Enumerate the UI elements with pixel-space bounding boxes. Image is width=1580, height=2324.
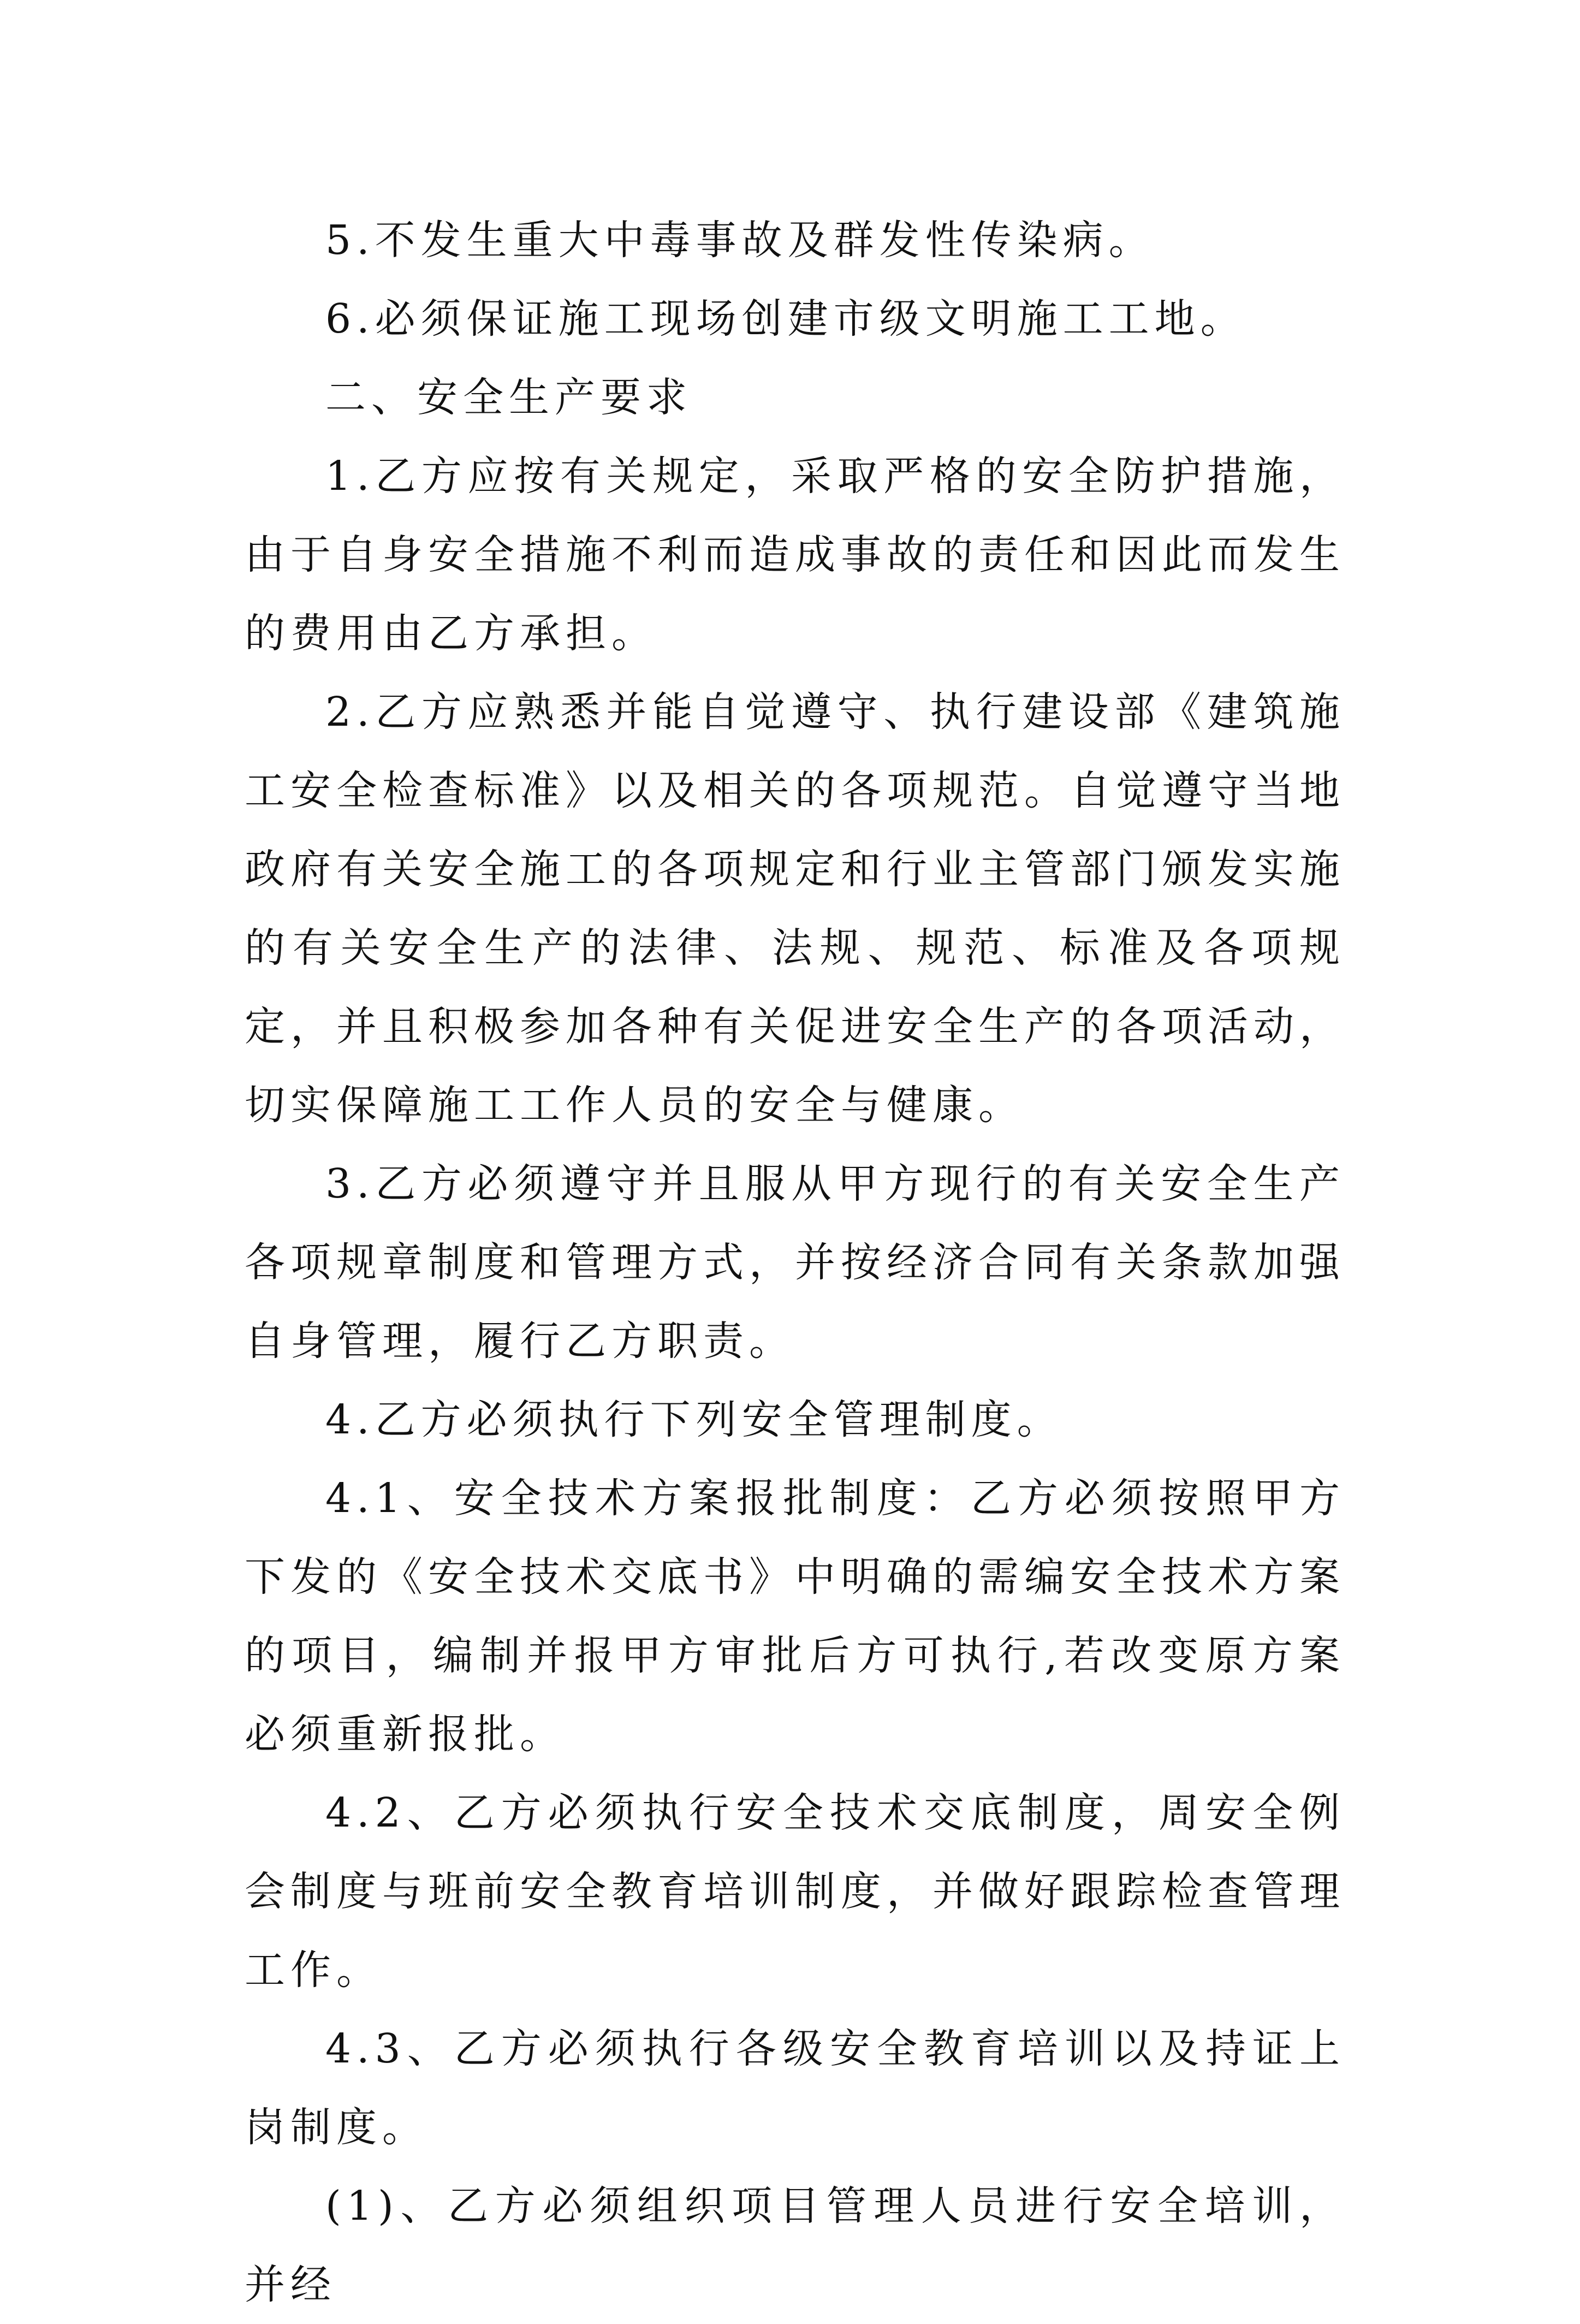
paragraph-requirement-4-2: 4.2、乙方必须执行安全技术交底制度，周安全例会制度与班前安全教育培训制度，并做好跟踪检查管理工作。 bbox=[245, 1789, 1345, 1994]
paragraph-requirement-3: 3.乙方必须遵守并且服从甲方现行的有关安全生产各项规章制度和管理方式，并按经济合同有关条款加强自身管理，履行乙方职责。 bbox=[245, 1160, 1345, 1365]
paragraph-requirement-4: 4.乙方必须执行下列安全管理制度。 bbox=[325, 1396, 1063, 1443]
document-body bbox=[245, 201, 1345, 2324]
paragraph-requirement-1: 1.乙方应按有关规定，采取严格的安全防护措施，由于自身安全措施不利而造成事故的责任和因此而发生的费用由乙方承担。 bbox=[245, 453, 1345, 657]
paragraph-requirement-2: 2.乙方应熟悉并能自觉遵守、执行建设部《建筑施工安全检查标准》以及相关的各项规范。自觉遵守当地政府有关安全施工的各项规定和行业主管部门颁发实施的有关安全生产的法律、法规、规范、标准及各项规定，并且积极参加各种有关促进安全生产的各项活动，切实保障施工工作人员的安全与健康。 bbox=[245, 689, 1345, 1129]
paragraph-subitem-1: (1)、乙方必须组织项目管理人员进行安全培训，并经 bbox=[245, 2183, 1345, 2308]
paragraph-item-5: 5.不发生重大中毒事故及群发性传染病。 bbox=[325, 217, 1155, 264]
paragraph-requirement-4-3: 4.3、乙方必须执行各级安全教育培训以及持证上岗制度。 bbox=[245, 2025, 1345, 2151]
section-heading-safety-requirements: 二、安全生产要求 bbox=[325, 374, 692, 421]
paragraph-item-6: 6.必须保证施工现场创建市级文明施工工地。 bbox=[325, 295, 1246, 342]
paragraph-requirement-4-1: 4.1、安全技术方案报批制度：乙方必须按照甲方下发的《安全技术交底书》中明确的需编安全技术方案的项目，编制并报甲方审批后方可执行,若改变原方案必须重新报批。 bbox=[245, 1475, 1345, 1758]
